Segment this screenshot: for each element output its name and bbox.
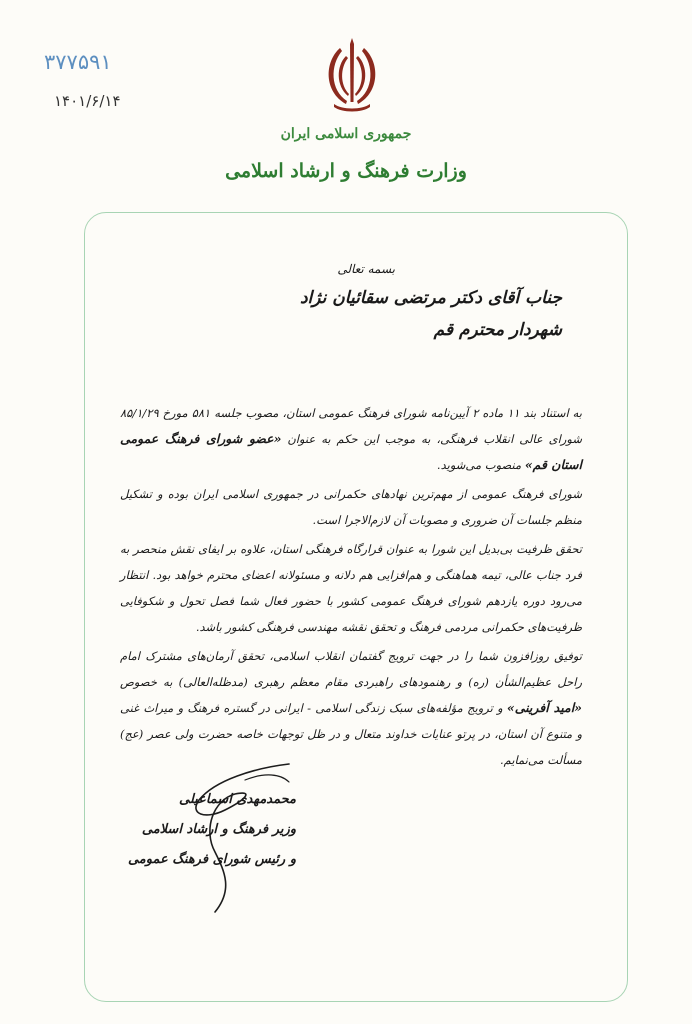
wishes-emphasis: «امید آفرینی» [506, 700, 582, 715]
signer-title-minister: وزیر فرهنگ و ارشاد اسلامی [141, 822, 296, 837]
salutation: بسمه تعالی [337, 262, 395, 276]
paragraph-appointment [120, 400, 582, 478]
wishes-tail: و ترویج مؤلفه‌های سبک زندگی اسلامی - ایرانی در گستره فرهنگ و میراث غنی و متنوع آن استان، در پرتو عنایات خداوند متعال و در ظل توجهات خاصه حضرت ولی عصر (عج) مسألت می‌نمایم. [120, 701, 582, 767]
signature-block [120, 785, 296, 875]
reference-number: ۱۹۵۷۷۳ [44, 50, 112, 74]
letter-date: ۱۴۰۱/۶/۱۴ [54, 92, 121, 110]
ministry-name: وزارت فرهنگ و ارشاد اسلامی [225, 160, 467, 182]
addressee-name: جناب آقای دکتر مرتضی سقائیان نژاد [299, 288, 562, 308]
addressee-title: شهردار محترم قم [433, 320, 562, 340]
appointment-text: به استناد بند ۱۱ ماده ۲ آیین‌نامه شورای فرهنگ عمومی استان، مصوب جلسه ۵۸۱ مورخ ۸۵/۱/۲۹ شورای عالی انقلاب فرهنگی، به موجب این حکم به عنوان [120, 406, 583, 446]
paragraph-capacity: تحقق ظرفیت بی‌بدیل این شورا به عنوان قرارگاه فرهنگی استان، علاوه بر ایفای نقش منحصر به فرد جناب عالی، تیمه هماهنگی و هم‌افزایی هم دلانه و مسئولانه اعضای محترم خواهد بود. انتظار می‌رود دوره یازدهم شورای فرهنگ عمومی کشور با حضور فعال شما فصل تحول و شکوفایی ظرفیت‌های حکمرانی مردمی فرهنگ و تحقق نقشه مهندسی فرهنگی کشور باشد. [120, 542, 582, 634]
appointment-tail: منصوب می‌شوید. [436, 458, 525, 472]
letter-body [120, 400, 582, 776]
iran-emblem-icon [320, 38, 384, 116]
signer-title-council: و رئیس شورای فرهنگ عمومی [127, 852, 296, 867]
paragraph-council: شورای فرهنگ عمومی از مهم‌ترین نهادهای حکمرانی در جمهوری اسلامی ایران بوده و تشکیل منظم جلسات آن ضروری و مصوبات آن لازم‌الاجرا است. [120, 487, 582, 527]
wishes-text: توفیق روزافزون شما را در جهت ترویج گفتمان انقلاب اسلامی، تحقق آرمان‌های مشترک امام راحل عظیم‌الشأن (ره) و رهنمودهای راهبردی مقام معظم رهبری (مدظله‌العالی) به خصوص [120, 649, 582, 689]
signer-name: محمدمهدی اسماعیلی [179, 792, 296, 807]
appointment-role: «عضو شورای فرهنگ عمومی استان قم» [120, 431, 582, 472]
paragraph-wishes [120, 643, 582, 773]
government-name: جمهوری اسلامی ایران [280, 126, 412, 142]
